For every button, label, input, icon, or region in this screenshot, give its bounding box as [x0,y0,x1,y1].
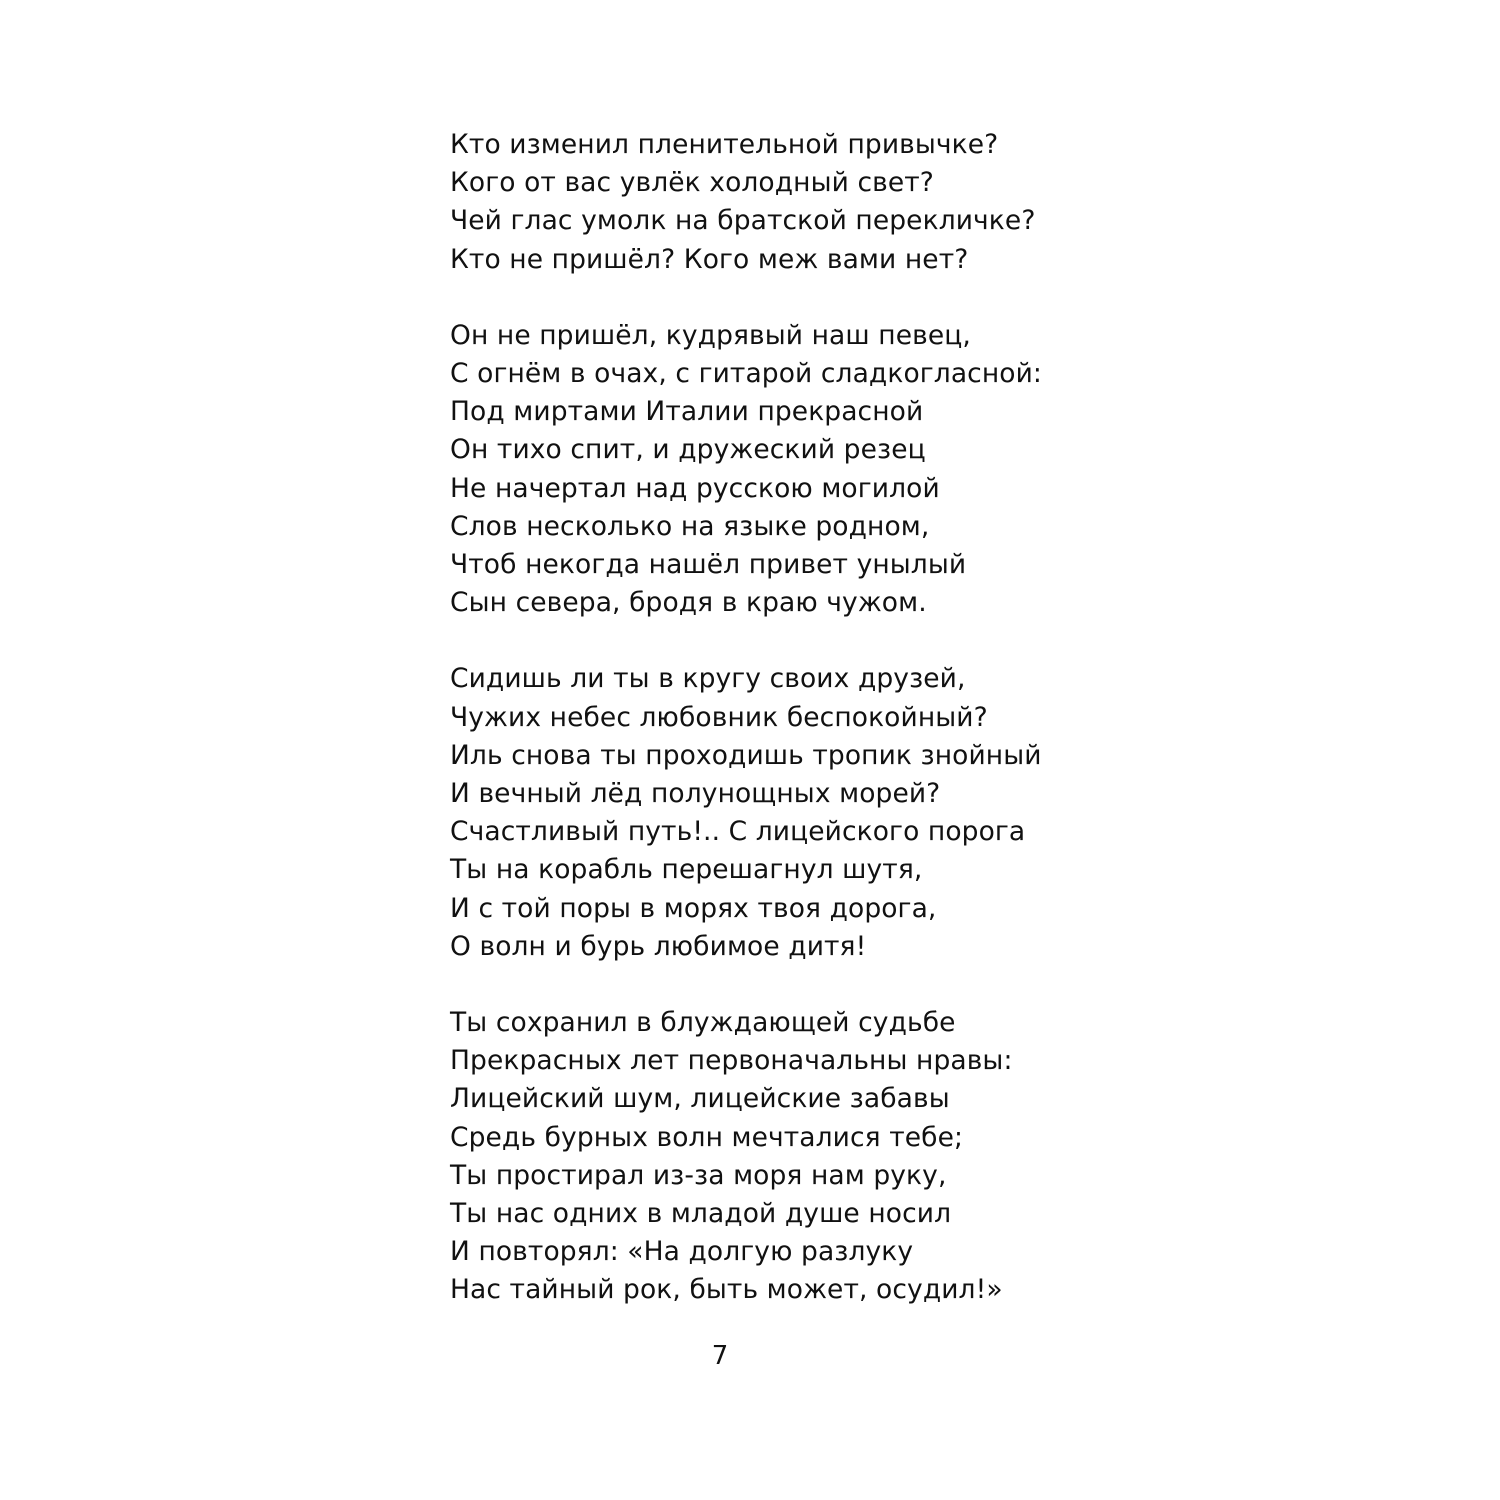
stanza-1 [450,126,1070,279]
poem-line: Иль снова ты проходишь тропик знойный [450,739,1042,771]
page-number: 7 [711,1341,729,1371]
poem-line: Чтоб некогда нашёл привет унылый [450,549,967,581]
poem-line: Ты сохранил в блуждающей судьбе [450,1007,956,1039]
poem-line: И с той поры в морях твоя дорога, [450,892,937,924]
stanza-2 [450,317,1070,623]
poem-text [450,126,1070,1310]
poem-line: И вечный лёд полунощных морей? [450,778,941,810]
poem-line: Кто не пришёл? Кого меж вами нет? [450,243,969,275]
poem-line: Чей глас умолк на братской перекличке? [450,205,1036,237]
poem-line: Ты простирал из-за моря нам руку, [450,1159,947,1191]
poem-line: Прекрасных лет первоначальны нравы: [450,1045,1013,1077]
stanza-4 [450,1004,1070,1310]
poem-line: Сидишь ли ты в кругу своих друзей, [450,663,966,695]
poem-line: Счастливый путь!.. С лицейского порога [450,816,1026,848]
poem-line: Сын севера, бродя в краю чужом. [450,587,927,619]
poem-line: С огнём в очах, с гитарой сладкогласной: [450,358,1042,390]
poem-line: Под миртами Италии прекрасной [450,396,924,428]
poem-line: Кого от вас увлёк холодный свет? [450,167,934,199]
poem-line: Он тихо спит, и дружеский резец [450,434,926,466]
poem-line: Он не пришёл, кудрявый наш певец, [450,319,971,351]
poem-line: Лицейский шум, лицейские забавы [450,1083,950,1115]
poem-line: Средь бурных волн мечталися тебе; [450,1121,964,1153]
poem-line: И повторял: «На долгую разлуку [450,1236,914,1268]
poem-line: Не начертал над русскою могилой [450,472,940,504]
poem-line: Слов несколько на языке родном, [450,510,930,542]
poem-line: Ты на корабль перешагнул шутя, [450,854,923,886]
poem-line: Чужих небес любовник беспокойный? [450,701,988,733]
poem-line: Ты нас одних в младой душе носил [450,1198,952,1230]
poem-line: Нас тайный рок, быть может, осудил!» [450,1274,1003,1306]
stanza-3 [450,660,1070,966]
poem-line: О волн и бурь любимое дитя! [450,930,867,962]
poem-line: Кто изменил пленительной привычке? [450,129,999,160]
